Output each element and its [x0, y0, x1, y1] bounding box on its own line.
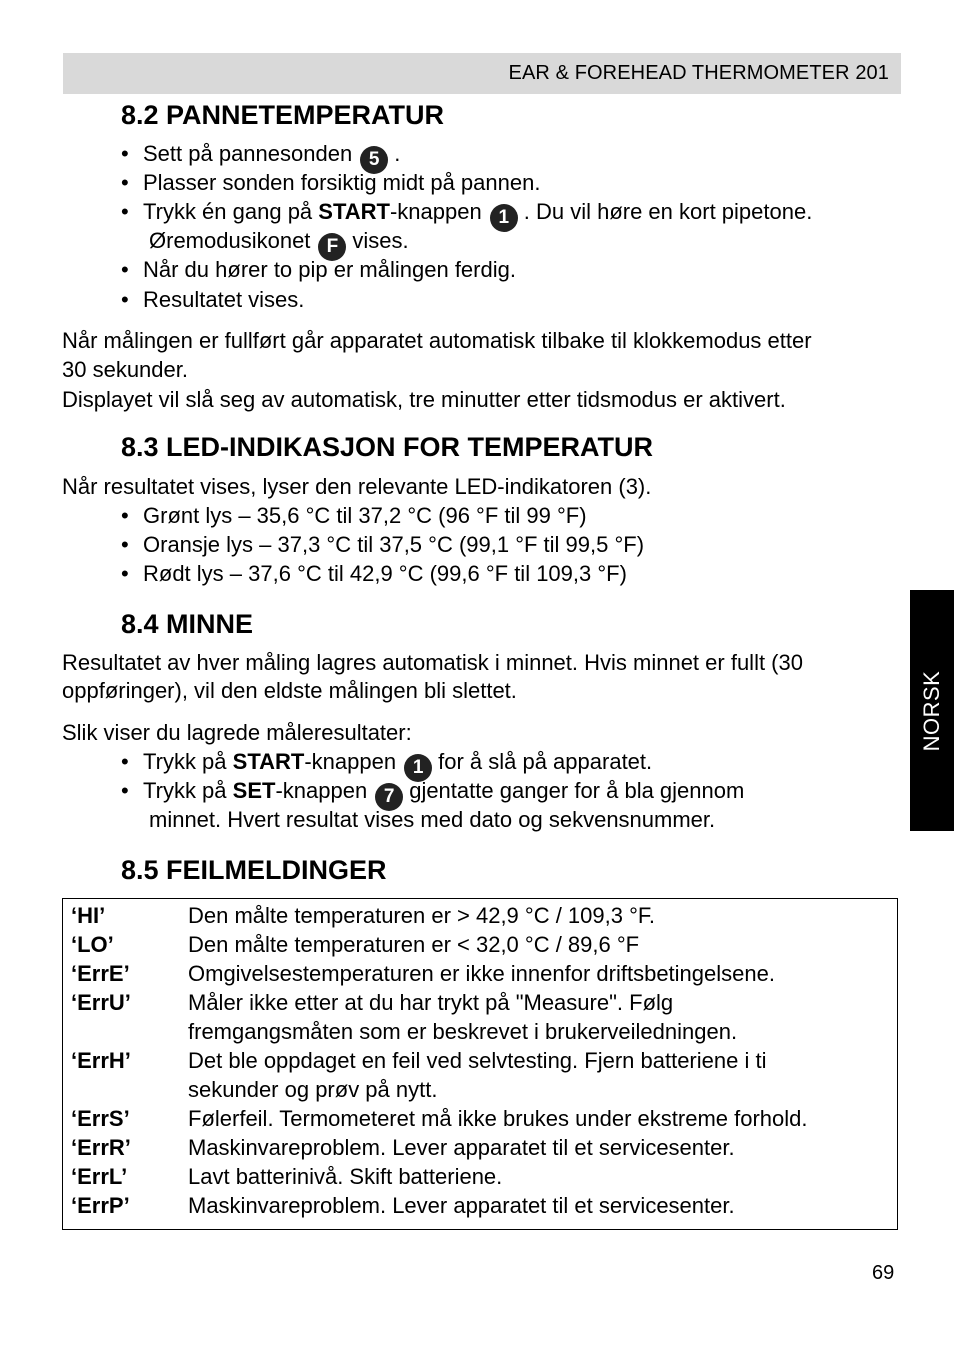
- paragraph: Resultatet av hver måling lagres automatisk i minnet. Hvis minnet er fullt (30: [62, 650, 803, 675]
- number-7-icon: 7: [375, 783, 403, 811]
- heading-8-3: 8.3 LED-INDIKASJON FOR TEMPERATUR: [121, 432, 654, 462]
- paragraph: Når målingen er fullført går apparatet automatisk tilbake til klokkemodus etter: [62, 328, 812, 353]
- language-tab-label: NORSK: [919, 670, 944, 751]
- paragraph: Displayet vil slå seg av automatisk, tre minutter etter tidsmodus er aktivert.: [62, 387, 786, 412]
- header-title: EAR & FOREHEAD THERMOMETER 201: [508, 62, 889, 84]
- heading-8-2: 8.2 PANNETEMPERATUR: [121, 100, 445, 130]
- number-1-icon: 1: [490, 204, 518, 232]
- paragraph: Slik viser du lagrede måleresultater:: [62, 720, 412, 745]
- number-1-icon: 1: [404, 754, 432, 782]
- paragraph: 30 sekunder.: [62, 357, 188, 382]
- error-table: ‘HI’ Den målte temperaturen er > 42,9 °C / 109,3 °F. ‘LO’ Den målte temperaturen er < 32,0 °C / 89,6 °F ‘ErrE’ Omgivelsestemperaturen er ikke innenfor driftsbetingelsene. ‘ErrU’ Måler ikke etter at du har trykt på "Measure". Følg fremgangsmåten som er beskrevet i brukerveiledningen. ‘ErrH’ Det ble oppdaget en feil ved selvtesting. Fjern batteriene i ti sekunder og prøv på nytt. ‘ErrS’ Følerfeil. Termometeret må ikke brukes under ekstreme forhold. ‘ErrR’ Maskinvareproblem. Lever apparatet til et servicesenter. ‘ErrL’ Lavt batterinivå. Skift batteriene. ‘ErrP’ Maskinvareproblem. Lever apparatet til et servicesenter.: [62, 898, 898, 1230]
- heading-8-4: 8.4 MINNE: [121, 609, 254, 639]
- page-number: 69: [872, 1262, 895, 1284]
- heading-8-5: 8.5 FEILMELDINGER: [121, 855, 387, 885]
- paragraph: Når resultatet vises, lyser den relevante LED-indikatoren (3).: [62, 474, 652, 499]
- page-header: [63, 53, 901, 94]
- number-5-icon: 5: [360, 146, 388, 174]
- letter-f-icon: F: [318, 233, 346, 261]
- paragraph: oppføringer), vil den eldste målingen bli slettet.: [62, 678, 517, 703]
- language-tab: [910, 590, 954, 831]
